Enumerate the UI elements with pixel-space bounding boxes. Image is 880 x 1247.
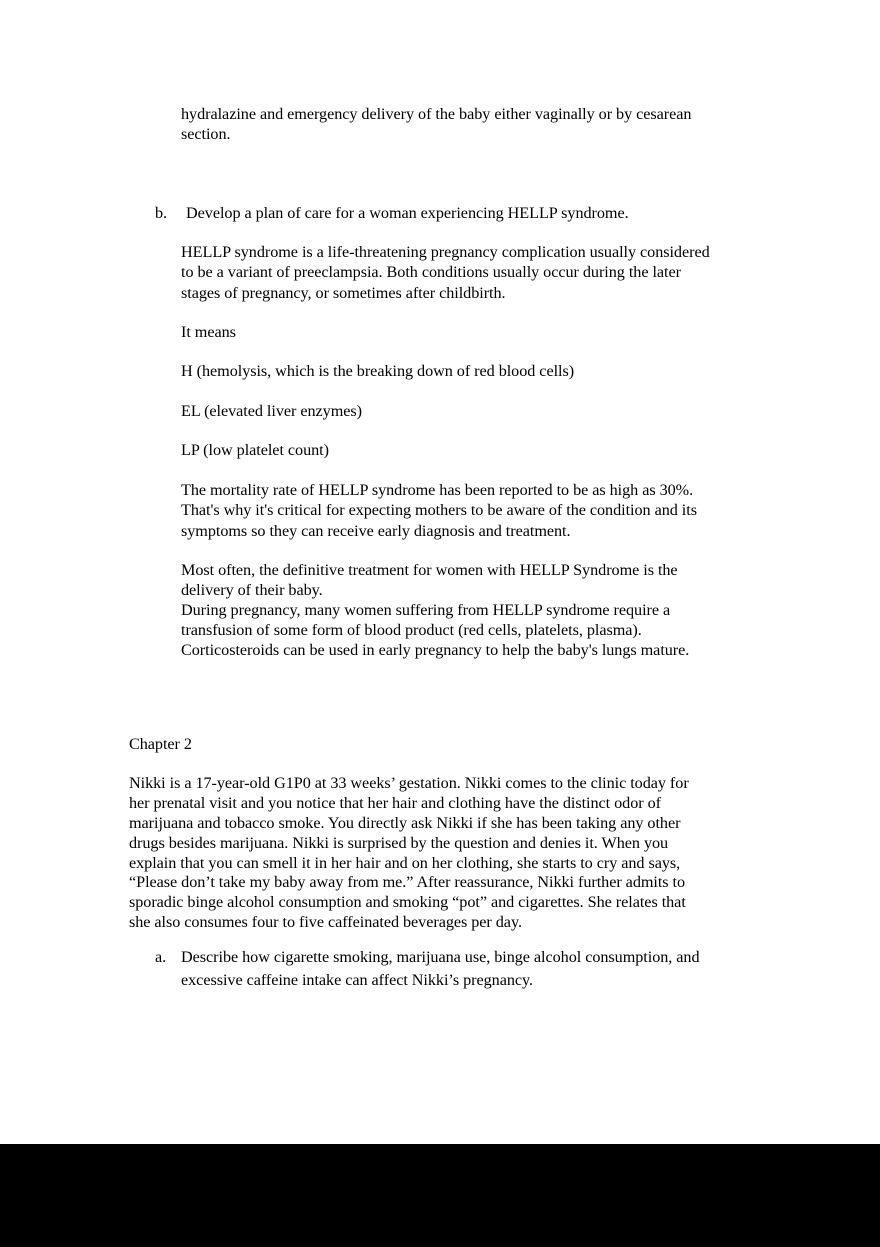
continuation-line: section. bbox=[181, 125, 231, 143]
case-line: marijuana and tobacco smoke. You directly ask Nikki if she has been taking any other bbox=[129, 814, 681, 832]
question-b-text: Develop a plan of care for a woman experiencing HELLP syndrome. bbox=[186, 204, 629, 222]
treatment-line: delivery of their baby. bbox=[181, 581, 323, 599]
treatment-line: During pregnancy, many women suffering from HELLP syndrome require a bbox=[181, 601, 671, 619]
treatment-line: transfusion of some form of blood product (red cells, platelets, plasma). bbox=[181, 621, 642, 639]
case-line: explain that you can smell it in her hair and on her clothing, she starts to cry and says, bbox=[129, 854, 681, 872]
case-line: Nikki is a 17-year-old G1P0 at 33 weeks’ gestation. Nikki comes to the clinic today for bbox=[129, 774, 689, 792]
answer-intro-line: stages of pregnancy, or sometimes after childbirth. bbox=[181, 284, 506, 302]
mortality-line: symptoms so they can receive early diagnosis and treatment. bbox=[181, 522, 571, 540]
question-a-line: excessive caffeine intake can affect Nikki’s pregnancy. bbox=[181, 971, 534, 989]
case-line: she also consumes four to five caffeinated beverages per day. bbox=[129, 913, 522, 931]
treatment-line: Most often, the definitive treatment for women with HELLP Syndrome is the bbox=[181, 561, 678, 579]
mortality-line: The mortality rate of HELLP syndrome has been reported to be as high as 30%. bbox=[181, 481, 694, 499]
treatment-line: Corticosteroids can be used in early pregnancy to help the baby's lungs mature. bbox=[181, 641, 690, 659]
question-a-line: Describe how cigarette smoking, marijuana use, binge alcohol consumption, and bbox=[181, 948, 700, 966]
acronym-el: EL (elevated liver enzymes) bbox=[181, 402, 362, 420]
question-a-marker: a. bbox=[155, 948, 167, 966]
it-means-label: It means bbox=[181, 323, 236, 341]
case-line: sporadic binge alcohol consumption and smoking “pot” and cigarettes. She relates that bbox=[129, 893, 686, 911]
question-b-marker: b. bbox=[155, 204, 168, 222]
case-line: her prenatal visit and you notice that her hair and clothing have the distinct odor of bbox=[129, 794, 661, 812]
mortality-line: That's why it's critical for expecting mothers to be aware of the condition and its bbox=[181, 501, 697, 519]
answer-intro-line: to be a variant of preeclampsia. Both conditions usually occur during the later bbox=[181, 263, 681, 281]
acronym-lp: LP (low platelet count) bbox=[181, 441, 329, 459]
chapter-title: Chapter 2 bbox=[129, 735, 192, 753]
viewer-bottom-bar bbox=[0, 1144, 880, 1247]
case-line: drugs besides marijuana. Nikki is surprised by the question and denies it. When you bbox=[129, 834, 669, 852]
continuation-line: hydralazine and emergency delivery of the baby either vaginally or by cesarean bbox=[181, 105, 692, 123]
case-line: “Please don’t take my baby away from me.” After reassurance, Nikki further admits to bbox=[129, 873, 686, 891]
acronym-h: H (hemolysis, which is the breaking down of red blood cells) bbox=[181, 362, 575, 380]
answer-intro-line: HELLP syndrome is a life-threatening pregnancy complication usually considered bbox=[181, 243, 710, 261]
